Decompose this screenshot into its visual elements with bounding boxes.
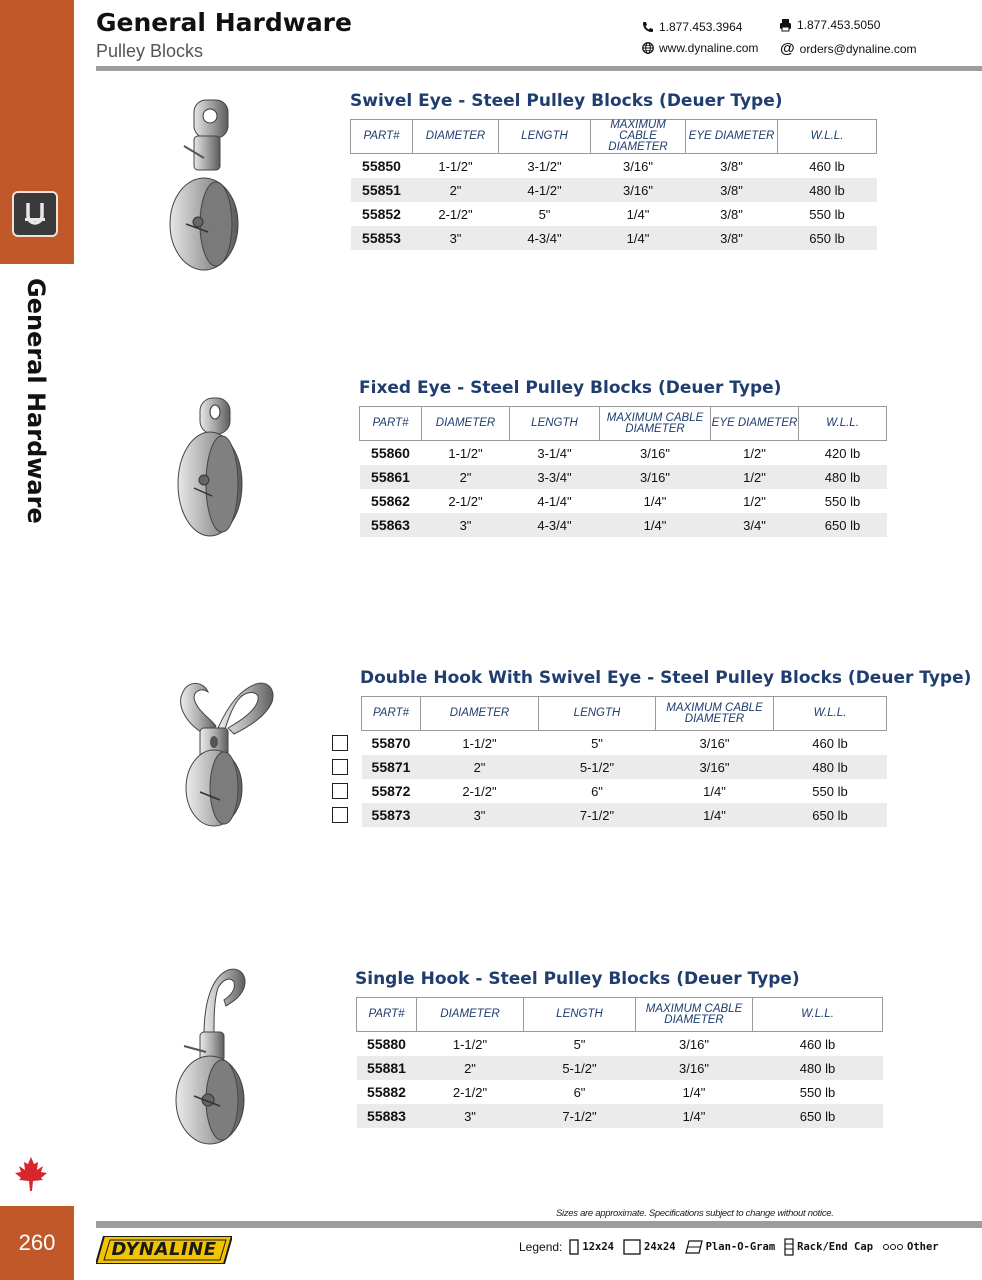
length-cell: 4-3/4" bbox=[510, 513, 600, 537]
page-title: General Hardware bbox=[96, 8, 352, 37]
swivel-eye-table bbox=[350, 119, 877, 250]
wll-cell: 480 lb bbox=[774, 755, 887, 779]
table-row bbox=[362, 731, 887, 756]
wll-cell: 550 lb bbox=[799, 1084, 836, 1100]
legend bbox=[519, 1238, 945, 1256]
column-header-length: LENGTH bbox=[510, 407, 600, 441]
legend-item-24x24: 24x24 bbox=[644, 1241, 676, 1253]
globe-icon bbox=[642, 42, 654, 54]
part-number: 55853 bbox=[351, 226, 413, 250]
display-12x24-icon bbox=[569, 1239, 579, 1255]
fax-contact bbox=[779, 18, 880, 32]
single-hook-table bbox=[356, 997, 883, 1128]
diameter-cell: 2-1/2" bbox=[462, 783, 497, 799]
eye-diameter-cell: 3/8" bbox=[720, 206, 743, 222]
max-cable-cell: 1/4" bbox=[600, 513, 711, 537]
column-header-diameter: DIAMETER bbox=[417, 998, 524, 1032]
part-number: 55862 bbox=[371, 493, 410, 509]
page-subtitle: Pulley Blocks bbox=[96, 41, 204, 61]
single-hook-pulley-image bbox=[170, 966, 254, 1148]
table-header-row bbox=[357, 998, 883, 1032]
wll-cell: 650 lb bbox=[778, 226, 877, 250]
maple-leaf-icon bbox=[14, 1156, 48, 1192]
eye-diameter-cell: 3/8" bbox=[720, 158, 743, 174]
table-row bbox=[362, 779, 887, 803]
section-title-swivel-eye: Swivel Eye - Steel Pulley Blocks (Deuer Type) bbox=[350, 91, 783, 111]
legend-item-rack-end-cap: Rack/End Cap bbox=[797, 1241, 874, 1253]
column-header-eye-diameter: EYE DIAMETER bbox=[711, 407, 799, 441]
length-cell: 6" bbox=[573, 1084, 586, 1100]
table-header-row bbox=[351, 120, 877, 154]
length-cell: 5" bbox=[573, 1036, 586, 1052]
double-hook-pulley-image bbox=[168, 676, 280, 830]
diameter-cell: 3" bbox=[417, 1104, 524, 1128]
table-row bbox=[357, 1104, 883, 1128]
diameter-cell: 2" bbox=[421, 755, 539, 779]
table-row bbox=[351, 154, 877, 179]
max-cable-cell: 1/4" bbox=[682, 1084, 706, 1100]
wll-cell: 480 lb bbox=[753, 1056, 883, 1080]
length-cell: 5-1/2" bbox=[539, 755, 656, 779]
length-cell: 3-3/4" bbox=[510, 465, 600, 489]
dynaline-logo: DYNALINE bbox=[96, 1236, 232, 1264]
part-number: 55852 bbox=[362, 206, 401, 222]
diameter-cell: 2-1/2" bbox=[452, 1084, 488, 1100]
diameter-cell: 3" bbox=[422, 513, 510, 537]
wll-cell: 460 lb bbox=[812, 735, 848, 751]
part-number: 55863 bbox=[360, 513, 422, 537]
length-cell: 4-1/4" bbox=[537, 493, 572, 509]
section-title-fixed-eye: Fixed Eye - Steel Pulley Blocks (Deuer Type) bbox=[359, 378, 782, 398]
at-icon: @ bbox=[780, 40, 795, 57]
double-hook-table bbox=[361, 696, 887, 827]
table-row bbox=[362, 755, 887, 779]
column-header-max-cable-diameter: MAXIMUM CABLE DIAMETER bbox=[656, 697, 774, 731]
length-cell: 7-1/2" bbox=[539, 803, 656, 827]
diameter-cell: 1-1/2" bbox=[462, 735, 497, 751]
column-header-wll: W.L.L. bbox=[753, 998, 883, 1032]
part-number: 55871 bbox=[362, 755, 421, 779]
column-header-length: LENGTH bbox=[524, 998, 636, 1032]
max-cable-cell: 3/16" bbox=[636, 1056, 753, 1080]
diameter-cell: 3" bbox=[413, 226, 499, 250]
eye-diameter-cell: 3/8" bbox=[686, 178, 778, 202]
wll-cell: 460 lb bbox=[799, 1036, 836, 1052]
table-row bbox=[351, 226, 877, 250]
eye-diameter-cell: 1/2" bbox=[743, 493, 766, 509]
rack-end-cap-icon bbox=[784, 1238, 794, 1256]
section-title-double-hook: Double Hook With Swivel Eye - Steel Pulley Blocks (Deuer Type) bbox=[360, 668, 972, 688]
eye-diameter-cell: 3/8" bbox=[686, 226, 778, 250]
wll-cell: 480 lb bbox=[778, 178, 877, 202]
column-header-eye-diameter: EYE DIAMETER bbox=[686, 120, 778, 154]
checkbox-icon[interactable] bbox=[332, 759, 348, 775]
checkbox-icon[interactable] bbox=[332, 807, 348, 823]
diameter-cell: 2-1/2" bbox=[438, 206, 473, 222]
max-cable-cell: 1/4" bbox=[636, 1104, 753, 1128]
column-header-diameter: DIAMETER bbox=[421, 697, 539, 731]
max-cable-cell: 3/16" bbox=[679, 1036, 709, 1052]
table-row bbox=[357, 1056, 883, 1080]
length-cell: 3-1/2" bbox=[527, 158, 562, 174]
max-cable-cell: 3/16" bbox=[699, 735, 730, 751]
max-cable-cell: 1/4" bbox=[703, 783, 726, 799]
column-header-max-cable-diameter: MAXIMUM CABLE DIAMETER bbox=[591, 120, 686, 154]
wll-cell: 650 lb bbox=[753, 1104, 883, 1128]
max-cable-cell: 3/16" bbox=[656, 755, 774, 779]
checkbox-icon[interactable] bbox=[332, 783, 348, 799]
footer-rule bbox=[96, 1221, 982, 1228]
other-icon bbox=[882, 1243, 904, 1251]
table-row bbox=[360, 489, 887, 513]
checkbox-icon[interactable] bbox=[332, 735, 348, 751]
diameter-cell: 1-1/2" bbox=[448, 445, 483, 461]
length-cell: 4-1/2" bbox=[499, 178, 591, 202]
diameter-cell: 3" bbox=[421, 803, 539, 827]
column-header-diameter: DIAMETER bbox=[422, 407, 510, 441]
legend-item-plan-o-gram: Plan-O-Gram bbox=[705, 1241, 776, 1253]
email-contact bbox=[780, 40, 917, 57]
column-header-wll: W.L.L. bbox=[778, 120, 877, 154]
max-cable-cell: 1/4" bbox=[643, 493, 667, 509]
diameter-cell: 1-1/2" bbox=[438, 158, 473, 174]
diameter-cell: 2" bbox=[422, 465, 510, 489]
wll-cell: 650 lb bbox=[799, 513, 887, 537]
phone-contact bbox=[642, 20, 742, 34]
plan-o-gram-icon bbox=[685, 1240, 703, 1254]
part-number: 55860 bbox=[371, 445, 410, 461]
eye-diameter-cell: 1/2" bbox=[743, 445, 766, 461]
column-header-part: PART# bbox=[351, 120, 413, 154]
phone-number[interactable]: 1.877.453.3964 bbox=[659, 20, 743, 34]
website-link[interactable]: www.dynaline.com bbox=[659, 41, 759, 55]
legend-item-other: Other bbox=[907, 1241, 939, 1253]
part-number: 55861 bbox=[360, 465, 422, 489]
legend-item-12x24: 12x24 bbox=[582, 1241, 614, 1253]
length-cell: 5" bbox=[591, 735, 603, 751]
table-header-row bbox=[362, 697, 887, 731]
wll-cell: 420 lb bbox=[824, 445, 861, 461]
diameter-cell: 2" bbox=[417, 1056, 524, 1080]
email-link[interactable]: orders@dynaline.com bbox=[799, 41, 917, 56]
wll-cell: 550 lb bbox=[809, 206, 845, 222]
eye-diameter-cell: 1/2" bbox=[711, 465, 799, 489]
column-header-part: PART# bbox=[360, 407, 422, 441]
length-cell: 5" bbox=[538, 206, 551, 222]
max-cable-cell: 1/4" bbox=[656, 803, 774, 827]
max-cable-cell: 3/16" bbox=[591, 178, 686, 202]
max-cable-cell: 1/4" bbox=[626, 206, 650, 222]
column-header-wll: W.L.L. bbox=[799, 407, 887, 441]
display-24x24-icon bbox=[623, 1239, 641, 1255]
part-number: 55870 bbox=[371, 735, 411, 751]
wll-cell: 460 lb bbox=[809, 158, 845, 174]
table-row bbox=[357, 1032, 883, 1057]
part-number: 55851 bbox=[351, 178, 413, 202]
wll-cell: 650 lb bbox=[774, 803, 887, 827]
length-cell: 5-1/2" bbox=[524, 1056, 636, 1080]
column-header-diameter: DIAMETER bbox=[413, 120, 499, 154]
length-cell: 4-3/4" bbox=[499, 226, 591, 250]
table-row bbox=[357, 1080, 883, 1104]
website-contact bbox=[642, 41, 758, 55]
column-header-length: LENGTH bbox=[539, 697, 656, 731]
table-row bbox=[351, 202, 877, 226]
section-title-single-hook: Single Hook - Steel Pulley Blocks (Deuer Type) bbox=[355, 969, 800, 989]
max-cable-cell: 3/16" bbox=[640, 445, 670, 461]
phone-icon bbox=[642, 21, 654, 33]
part-number: 55882 bbox=[367, 1084, 406, 1100]
length-cell: 3-1/4" bbox=[537, 445, 572, 461]
page-number: 260 bbox=[18, 1230, 56, 1255]
table-row bbox=[360, 441, 887, 466]
diameter-cell: 1-1/2" bbox=[452, 1036, 488, 1052]
part-number: 55873 bbox=[362, 803, 421, 827]
part-number: 55850 bbox=[362, 158, 401, 174]
wll-cell: 550 lb bbox=[824, 493, 861, 509]
sidebar-vertical-title: General Hardware bbox=[22, 278, 50, 524]
column-header-max-cable-diameter: MAXIMUM CABLE DIAMETER bbox=[600, 407, 711, 441]
table-header-row bbox=[360, 407, 887, 441]
table-row bbox=[351, 178, 877, 202]
column-header-part: PART# bbox=[357, 998, 417, 1032]
diameter-cell: 2" bbox=[413, 178, 499, 202]
max-cable-cell: 1/4" bbox=[591, 226, 686, 250]
table-row bbox=[360, 513, 887, 537]
column-header-max-cable-diameter: MAXIMUM CABLE DIAMETER bbox=[636, 998, 753, 1032]
table-row bbox=[360, 465, 887, 489]
hook-icon bbox=[12, 191, 58, 237]
column-header-part: PART# bbox=[362, 697, 421, 731]
diameter-cell: 2-1/2" bbox=[448, 493, 483, 509]
length-cell: 6" bbox=[591, 783, 603, 799]
swivel-eye-pulley-image bbox=[164, 96, 244, 276]
fax-number[interactable]: 1.877.453.5050 bbox=[797, 18, 881, 32]
fixed-eye-pulley-image bbox=[172, 396, 248, 540]
part-number: 55881 bbox=[357, 1056, 417, 1080]
eye-diameter-cell: 3/4" bbox=[711, 513, 799, 537]
fax-icon bbox=[779, 18, 792, 32]
header-rule bbox=[96, 66, 982, 71]
max-cable-cell: 3/16" bbox=[600, 465, 711, 489]
length-cell: 7-1/2" bbox=[524, 1104, 636, 1128]
wll-cell: 480 lb bbox=[799, 465, 887, 489]
disclaimer-note: Sizes are approximate. Specifications subject to change without notice. bbox=[556, 1208, 834, 1219]
part-number: 55872 bbox=[371, 783, 411, 799]
part-number: 55880 bbox=[367, 1036, 406, 1052]
max-cable-cell: 3/16" bbox=[623, 158, 653, 174]
legend-label: Legend: bbox=[519, 1240, 563, 1254]
column-header-length: LENGTH bbox=[499, 120, 591, 154]
column-header-wll: W.L.L. bbox=[774, 697, 887, 731]
table-row bbox=[362, 803, 887, 827]
wll-cell: 550 lb bbox=[812, 783, 848, 799]
fixed-eye-table bbox=[359, 406, 887, 537]
part-number: 55883 bbox=[357, 1104, 417, 1128]
